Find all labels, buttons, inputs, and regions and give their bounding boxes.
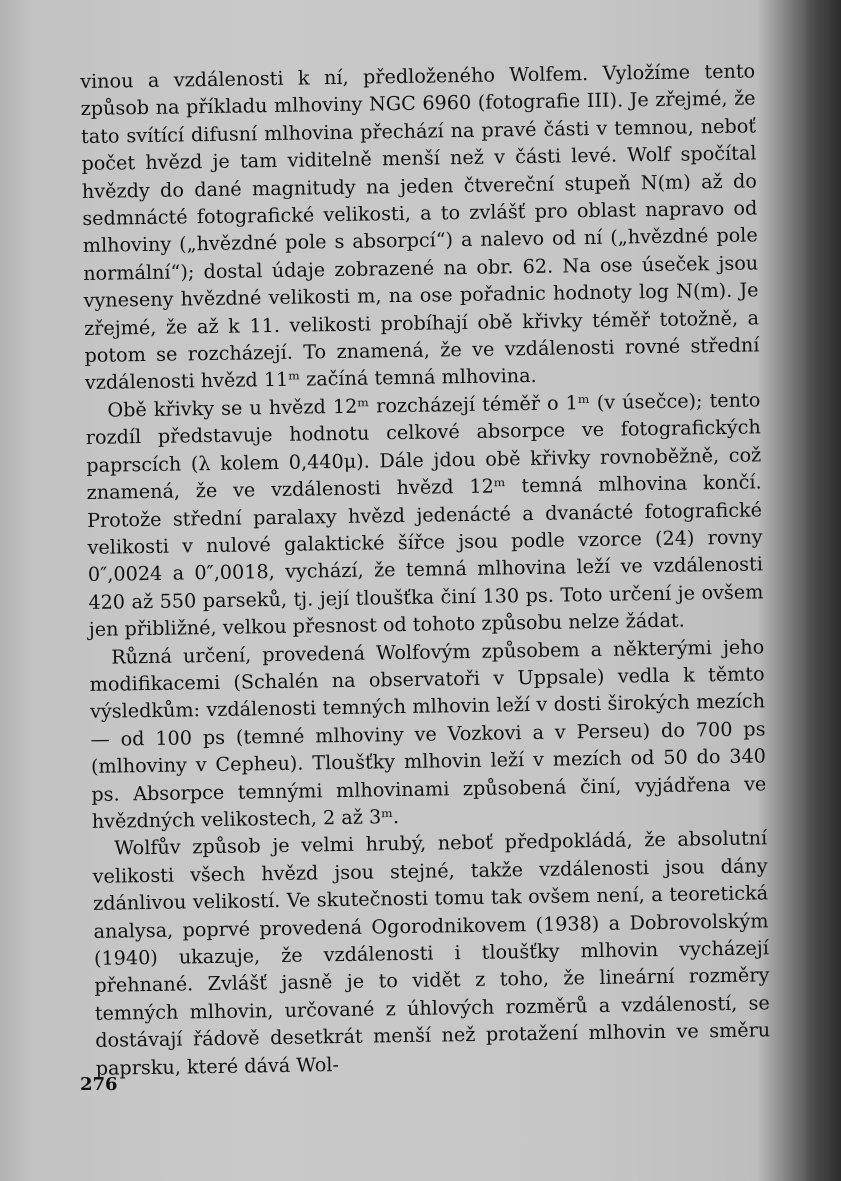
paragraph-1: vinou a vzdálenosti k ní, předloženého Wolfem. Vyložíme tento způsob na příkladu mlhoviny NGC 6960 (fotografie III). Je zřejmé, že tato svítící difusní mlhovina přechází na pravé části v temnou, neboť počet hvězd je tam viditelně menší než v části levé. Wolf spočítal hvězdy do dané magnitudy na jeden čtvereční stupeň N(m) až do sedmnácté fotografické velikosti, a to zvlášť pro oblast napravo od mlhoviny („hvězdné pole s absorpcí“) a nalevo od ní („hvězdné pole normální“); dostal údaje zobrazené na obr. 62. Na ose úseček jsou vyneseny hvězdné velikosti m, na ose pořadnic hodnoty log N(m). Je zřejmé, že až k 11. velikosti probíhají obě křivky téměř totožně, a potom se rozcházejí. To znamená, že ve vzdálenosti rovné střední vzdálenosti hvězd 11ᵐ začíná temná mlhovina. [80, 59, 760, 395]
page-edge-shadow [805, 0, 841, 1181]
body-text [80, 57, 771, 1082]
paragraph-3: Různá určení, provedená Wolfovým způsobem a některými jeho modifikacemi (Schalén na observatoři v Uppsale) vedla k těmto výsledkům: vzdálenosti temných mlhovin leží v dosti širokých mezích — od 100 ps (temné mlhoviny ve Vozkovi a v Perseu) do 700 ps (mlhoviny v Cepheu). Tloušťky mlhovin leží v mezích od 50 do 340 ps. Absorpce temnými mlhovinami způsobená činí, vyjádřena ve hvězdných velikostech, 2 až 3ᵐ. [89, 634, 767, 833]
paragraph-2: Obě křivky se u hvězd 12ᵐ rozcházejí téměř o 1ᵐ (v úsečce); tento rozdíl představuje hodnotu celkové absorpce ve fotografických paprscích (λ kolem 0,440μ). Dále jdou obě křivky rovnoběžně, což znamená, že ve vzdálenosti hvězd 12ᵐ temná mlhovina končí. Protože střední paralaxy hvězd jedenácté a dvanácté fotografické velikosti v nulové galaktické šířce jsou podle vzorce (24) rovny 0″,0024 a 0″,0018, vychází, že temná mlhovina leží ve vzdálenosti 420 až 550 parseků, tj. její tloušťka činí 130 ps. Toto určení je ovšem jen přibližné, velkou přesnost od tohoto způsobu nelze žádat. [85, 388, 764, 642]
page-number: 276 [80, 1074, 118, 1095]
paragraph-4: Wolfův způsob je velmi hrubý, neboť předpokládá, že absolutní velikosti všech hvězd jsou stejné, takže vzdálenosti jsou dány zdánlivou velikostí. Ve skutečnosti tomu tak ovšem není, a teoretická analysa, poprvé provedená Ogorodnikovem (1938) a Dobrovolským (1940) ukazuje, že vzdálenosti i tloušťky mlhovin vycházejí přehnané. Zvlášť jasně je to vidět z toho, že lineární rozměry temných mlhovin, určované z úhlových rozměrů a vzdáleností, se dostávají řádově desetkrát menší než protažení mlhovin ve směru paprsku, které dává Wol- [92, 826, 771, 1080]
